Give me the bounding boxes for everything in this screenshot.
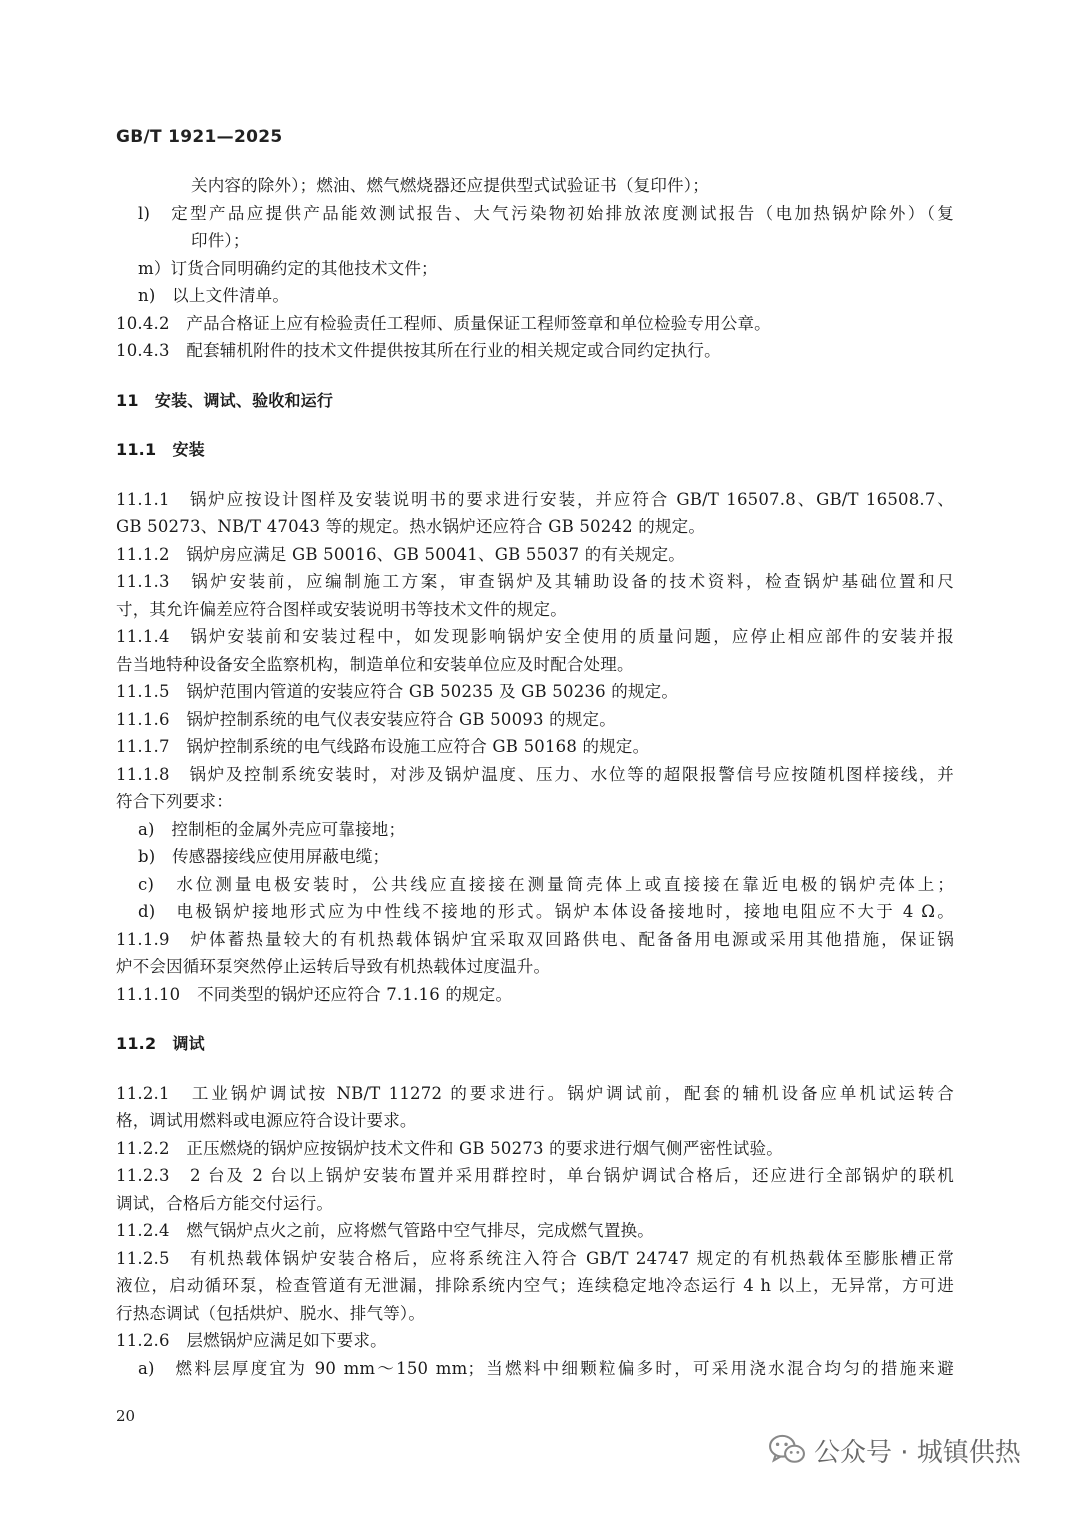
text-line: 11.2.5 有机热载体锅炉安装合格后，应将系统注入符合 GB/T 24747 规定的有机热载体至膨胀槽正常 — [116, 1248, 954, 1268]
text-line: 11.1.8 锅炉及控制系统安装时，对涉及锅炉温度、压力、水位等的超限报警信号应按随机图样接线，并 — [116, 764, 954, 784]
text-line: GB 50273、NB/T 47043 等的规定。热水锅炉还应符合 GB 50242 的规定。 — [116, 517, 706, 536]
text-line: 11.1.6 锅炉控制系统的电气仪表安装应符合 GB 50093 的规定。 — [116, 709, 616, 729]
paragraph-gap — [116, 414, 954, 436]
text-line: 11.1.9 炉体蓄热量较大的有机热载体锅炉宜采取双回路供电、配备备用电源或采用其他措施，保证锅 — [116, 929, 954, 949]
standard-number: GB/T 1921—2025 — [116, 127, 283, 147]
paragraph-gap — [116, 1008, 954, 1030]
text-line: 格，调试用燃料或电源应符合设计要求。 — [116, 1111, 417, 1130]
text-line: 告当地特种设备安全监察机构，制造单位和安装单位应及时配合处理。 — [116, 654, 634, 674]
text-line: 11.1.7 锅炉控制系统的电气线路布设施工应符合 GB 50168 的规定。 — [116, 737, 650, 756]
text-line: 11.2.1 工业锅炉调试按 NB/T 11272 的要求进行。锅炉调试前，配套的辅机设备应单机试运转合 — [116, 1083, 954, 1103]
text-line: 关内容的除外）；燃油、燃气燃烧器还应提供型式试验证书（复印件）； — [191, 176, 709, 195]
section-heading: 11.1 安装 — [116, 440, 205, 459]
text-line: 符合下列要求： — [116, 792, 233, 811]
wechat-icon — [768, 1434, 806, 1466]
text-line: 行热态调试（包括烘炉、脱水、排气等）。 — [116, 1303, 426, 1323]
paragraph-gap — [116, 365, 954, 387]
text-line: 11.2.4 燃气锅炉点火之前，应将燃气管路中空气排尽，完成燃气置换。 — [116, 1221, 654, 1240]
text-line: a) 燃料层厚度宜为 90 mm～150 mm；当燃料中细颗粒偏多时，可采用浇水混合均匀的措施来避 — [138, 1358, 954, 1378]
document-body — [116, 172, 954, 1382]
text-line: 调试，合格后方能交付运行。 — [116, 1193, 334, 1213]
text-line: 11.2.3 2 台及 2 台以上锅炉安装布置并采用群控时，单台锅炉调试合格后，还应进行全部锅炉的联机 — [116, 1166, 954, 1185]
text-line: 11.2.2 正压燃烧的锅炉应按锅炉技术文件和 GB 50273 的要求进行烟气侧严密性试验。 — [116, 1138, 783, 1158]
text-line: 印件）； — [191, 231, 250, 250]
text-line: c) 水位测量电极安装时，公共线应直接接在测量筒壳体上或直接接在靠近电极的锅炉壳体上； — [138, 874, 954, 894]
text-line: n) 以上文件清单。 — [138, 286, 290, 305]
paragraph-gap — [116, 464, 954, 486]
text-line: 11.1.3 锅炉安装前，应编制施工方案，审查锅炉及其辅助设备的技术资料，检查锅炉基础位置和尺 — [116, 572, 954, 591]
text-line: d) 电极锅炉接地形式应为中性线不接地的形式。锅炉本体设备接地时，接地电阻应不大于 4 Ω。 — [138, 902, 954, 921]
text-line: 10.4.2 产品合格证上应有检验责任工程师、质量保证工程师签章和单位检验专用公章。 — [116, 313, 771, 333]
text-line: 11.1.1 锅炉应按设计图样及安装说明书的要求进行安装，并应符合 GB/T 16507.8、GB/T 16508.7、 — [116, 489, 954, 509]
section-heading: 11 安装、调试、验收和运行 — [116, 390, 334, 410]
watermark — [768, 1420, 1021, 1480]
text-line: 11.1.4 锅炉安装前和安装过程中，如发现影响锅炉安全使用的质量问题，应停止相应部件的安装并报 — [116, 627, 954, 646]
paragraph-gap — [116, 1058, 954, 1080]
text-line: 10.4.3 配套辅机附件的技术文件提供按其所在行业的相关规定或合同约定执行。 — [116, 341, 721, 360]
text-line: l) 定型产品应提供产品能效测试报告、大气污染物初始排放浓度测试报告（电加热锅炉除外）（复 — [138, 203, 954, 223]
text-line: 11.2.6 层燃锅炉应满足如下要求。 — [116, 1331, 387, 1350]
text-line: 11.1.10 不同类型的锅炉还应符合 7.1.16 的规定。 — [116, 984, 513, 1004]
page-number: 20 — [116, 1407, 136, 1425]
text-line: 11.1.2 锅炉房应满足 GB 50016、GB 50041、GB 55037 的有关规定。 — [116, 544, 685, 564]
text-line: a) 控制柜的金属外壳应可靠接地； — [138, 819, 406, 839]
text-line: m）订货合同明确约定的其他技术文件； — [138, 258, 438, 278]
text-line: 液位，启动循环泵，检查管道有无泄漏，排除系统内空气；连续稳定地冷态运行 4 h 以上，无异常，方可进 — [116, 1276, 954, 1295]
text-line: b) 传感器接线应使用屏蔽电缆； — [138, 847, 390, 866]
section-heading: 11.2 调试 — [116, 1034, 205, 1053]
text-line: 炉不会因循环泵突然停止运转后导致有机热载体过度温升。 — [116, 957, 551, 976]
text-line: 11.1.5 锅炉范围内管道的安装应符合 GB 50235 及 GB 50236 的规定。 — [116, 682, 679, 701]
text-line: 寸，其允许偏差应符合图样或安装说明书等技术文件的规定。 — [116, 599, 567, 619]
watermark-text: 公众号 · 城镇供热 — [814, 1437, 1021, 1468]
